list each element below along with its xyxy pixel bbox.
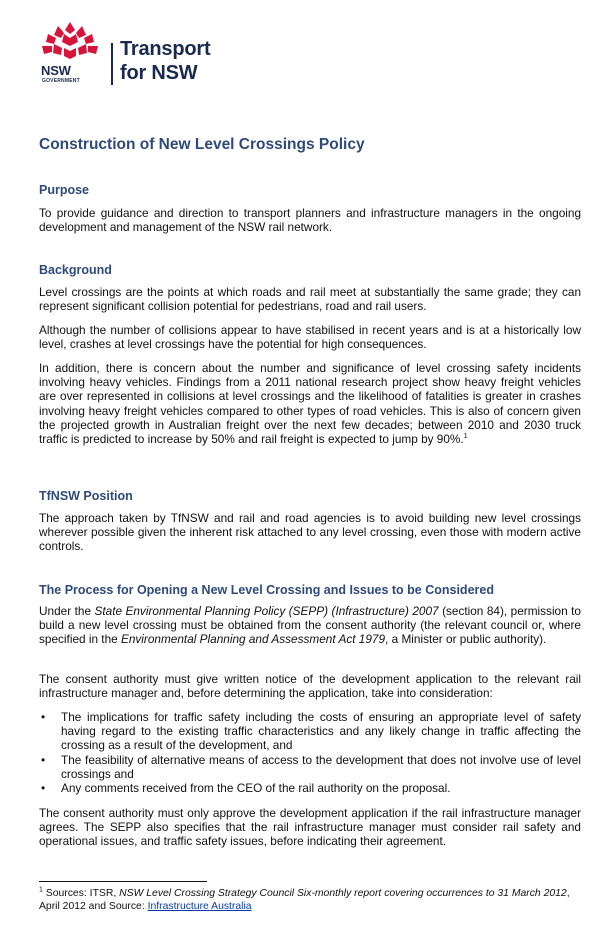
purpose-heading: Purpose [39, 183, 90, 197]
background-heading: Background [39, 263, 112, 277]
page-title: Construction of New Level Crossings Policy [39, 136, 365, 153]
footnote-number: 1 [39, 886, 43, 894]
process-p1-text-a: Under the [39, 604, 95, 618]
process-paragraph-2: The consent authority must give written notice of the development application to the relevant rail infrastructure manager and, before determining the application, take into consideration: [39, 672, 581, 701]
logo-nsw-text: NSW [41, 63, 71, 78]
footnote-divider [39, 881, 207, 882]
footnote-text-b: , April 2012 and Source: [39, 888, 570, 912]
logo-line2: for NSW [120, 62, 198, 84]
infrastructure-australia-link[interactable]: Infrastructure Australia [147, 901, 252, 912]
act-title: Environmental Planning and Assessment Act 1979 [120, 632, 386, 647]
background-paragraph-3-text: In addition, there is concern about the number and significance of level crossing safety incidents involving heavy vehicles. Findings from a 2011 national research project show heavy freight vehicles are over represented in collisions at level crossings and the likelihood of fatalities is greater in crashes involving heavy freight vehicles compared to other types of road vehicles. This is also of concern given the projected growth in Australian freight over the next few decades; between 2010 and 2030 truck traffic is predicted to increase by 50% and rail freight is expected to jump by 90%. [39, 361, 581, 447]
transport-nsw-logo[interactable] [38, 20, 228, 90]
footnote-text-a: Sources: ITSR, [42, 888, 120, 899]
sepp-title: State Environmental Planning Policy (SEPP) (Infrastructure) 2007 [94, 604, 439, 618]
waratah-icon [38, 20, 102, 64]
footnote-report-title: NSW Level Crossing Strategy Council Six-monthly report covering occurrences to 31 March 2012 [119, 888, 567, 899]
logo-divider [111, 43, 113, 85]
process-p1-text-b: (section 84), permission to build a new level crossing must be obtained from the consent authority (the relevant council or, where specified in the [39, 604, 581, 647]
process-paragraph-1 [39, 604, 581, 647]
position-heading: TfNSW Position [39, 489, 133, 503]
considerations-list [39, 710, 581, 795]
background-paragraph-1: Level crossings are the points at which roads and rail meet at substantially the same grade; they can represent significant collision potential for pedestrians, road and rail users. [39, 285, 581, 314]
process-paragraph-3: The consent authority must only approve the development application if the rail infrastructure manager agrees. The SEPP also specifies that the rail infrastructure manager must consider rail safety and operational issues, and traffic safety issues, before indicating their agreement. [39, 806, 581, 849]
purpose-paragraph: To provide guidance and direction to transport planners and infrastructure managers in the ongoing development and management of the NSW rail network. [39, 206, 581, 235]
list-item: • The implications for traffic safety including the costs of ensuring an appropriate level of safety having regard to the existing traffic characteristics and any likely change in traffic affecting the crossing as a result of the development, and [39, 710, 581, 753]
process-p1-text-c: , a Minister or public authority). [385, 632, 547, 647]
logo-line1: Transport [120, 38, 211, 60]
list-item: • The feasibility of alternative means of access to the development that does not involve use of level crossings and [39, 753, 581, 781]
footnote [39, 887, 581, 913]
position-paragraph: The approach taken by TfNSW and rail and road agencies is to avoid building new level crossings wherever possible given the inherent risk attached to any level crossing, even those with modern active controls. [39, 511, 581, 554]
logo-government-text: GOVERNMENT [42, 78, 80, 84]
footnote-ref[interactable]: 1 [463, 433, 468, 441]
background-paragraph-3 [39, 361, 581, 446]
list-item: • Any comments received from the CEO of the rail authority on the proposal. [39, 781, 581, 795]
background-paragraph-2: Although the number of collisions appear to have stabilised in recent years and is at a historically low level, crashes at level crossings have the potential for high consequences. [39, 323, 581, 352]
process-heading: The Process for Opening a New Level Crossing and Issues to be Considered [39, 583, 494, 597]
